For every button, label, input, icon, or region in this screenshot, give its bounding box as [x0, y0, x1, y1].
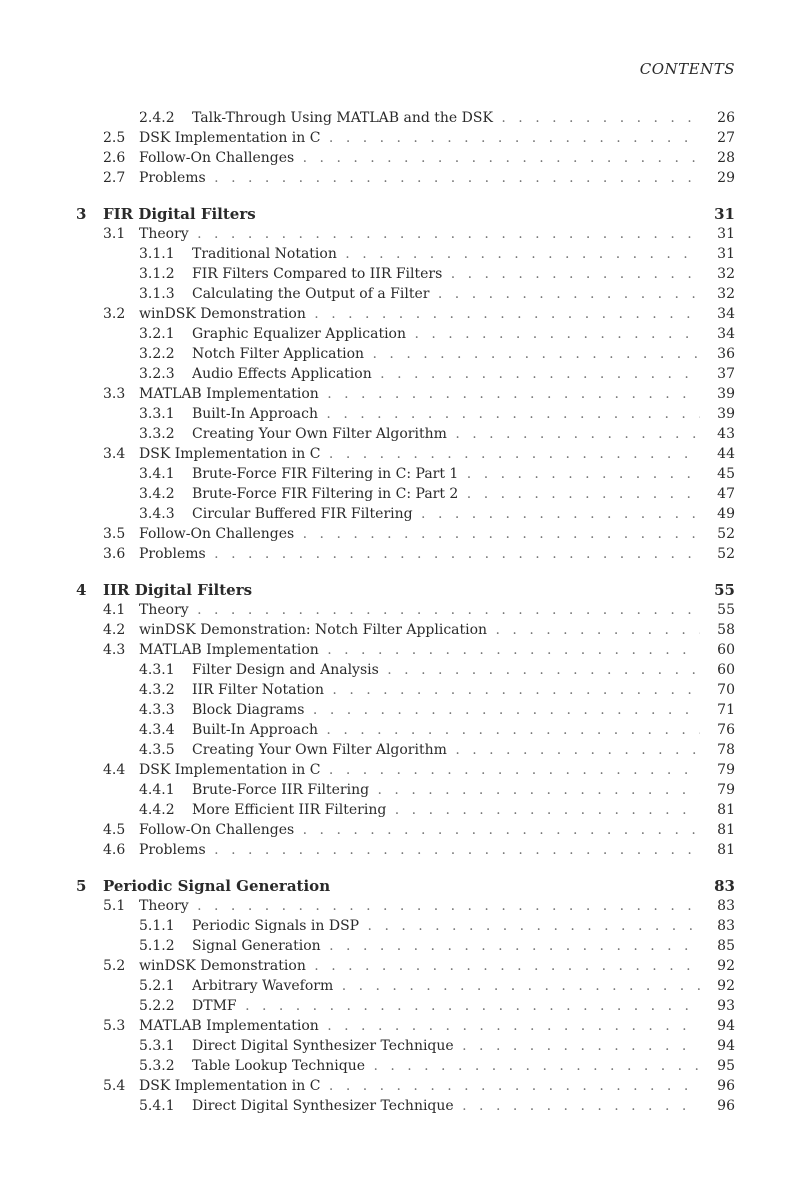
toc-entry-number: 3.2.3	[139, 366, 175, 382]
toc-entry-title: FIR Filters Compared to IIR Filters . . .	[192, 264, 700, 284]
toc-entry-number: 3.3.2	[139, 426, 175, 442]
toc-entry-title: Brute-Force IIR Filtering . . .	[192, 780, 700, 800]
toc-entry-subsection	[0, 780, 810, 800]
toc-entry-number: 5.2	[103, 958, 126, 974]
toc-entry-page: 60	[717, 662, 735, 678]
toc-entry-title: Built-In Approach . . .	[192, 404, 700, 424]
toc-entry-number: 2.5	[103, 130, 126, 146]
toc-entry-subsection	[0, 996, 810, 1016]
toc-entry-title: winDSK Demonstration . . .	[139, 956, 700, 976]
toc-entry-title: Audio Effects Application . . .	[192, 364, 700, 384]
toc-entry-title: Periodic Signals in DSP . . .	[192, 916, 700, 936]
toc-entry-number: 3.3.1	[139, 406, 175, 422]
toc-entry-section	[0, 620, 810, 640]
toc-entry-title: MATLAB Implementation . . .	[139, 1016, 700, 1036]
toc-entry-title: Follow-On Challenges . . .	[139, 820, 700, 840]
toc-entry-page: 81	[717, 842, 735, 858]
toc-entry-number: 5.1.1	[139, 918, 175, 934]
toc-entry-page: 81	[717, 822, 735, 838]
toc-entry-number: 3.4.1	[139, 466, 175, 482]
toc-entry-page: 85	[717, 938, 735, 954]
toc-entry-page: 79	[717, 762, 735, 778]
toc-entry-number: 3.6	[103, 546, 126, 562]
toc-entry-number: 3	[76, 205, 87, 223]
toc-entry-title: DSK Implementation in C . . .	[139, 444, 700, 464]
toc-entry-page: 78	[717, 742, 735, 758]
toc-entry-subsection	[0, 344, 810, 364]
toc-entry-section	[0, 896, 810, 916]
toc-entry-page: 28	[717, 150, 735, 166]
toc-entry-page: 29	[717, 170, 735, 186]
toc-entry-subsection	[0, 700, 810, 720]
toc-entry-number: 3.1.1	[139, 246, 175, 262]
toc-entry-page: 96	[717, 1098, 735, 1114]
toc-entry-page: 58	[717, 622, 735, 638]
toc-entry-number: 3.4.2	[139, 486, 175, 502]
toc-entry-subsection	[0, 976, 810, 996]
toc-entry-page: 43	[717, 426, 735, 442]
toc-entry-title: Talk-Through Using MATLAB and the DSK . . .	[192, 108, 700, 128]
toc-entry-title: Circular Buffered FIR Filtering . . .	[192, 504, 700, 524]
toc-entry-section	[0, 304, 810, 324]
toc-entry-subsection	[0, 680, 810, 700]
toc-entry-section	[0, 640, 810, 660]
toc-entry-title: Arbitrary Waveform . . .	[192, 976, 700, 996]
toc-entry-section	[0, 384, 810, 404]
toc-entry-title: IIR Digital Filters	[103, 581, 253, 599]
toc-entry-subsection	[0, 720, 810, 740]
toc-entry-number: 4.6	[103, 842, 126, 858]
toc-entry-number: 3.5	[103, 526, 126, 542]
toc-entry-number: 4.4.2	[139, 802, 175, 818]
toc-entry-title: More Efficient IIR Filtering . . .	[192, 800, 700, 820]
toc-entry-title: Notch Filter Application . . .	[192, 344, 700, 364]
toc-entry-title: Signal Generation . . .	[192, 936, 700, 956]
toc-entry-number: 5.3.2	[139, 1058, 175, 1074]
toc-entry-number: 4.3.2	[139, 682, 175, 698]
toc-entry-section	[0, 168, 810, 188]
toc-entry-title: Filter Design and Analysis . . .	[192, 660, 700, 680]
toc-entry-number: 3.3	[103, 386, 126, 402]
toc-entry-subsection	[0, 740, 810, 760]
toc-entry-title: Traditional Notation . . .	[192, 244, 700, 264]
toc-entry-page: 39	[717, 386, 735, 402]
toc-entry-section	[0, 760, 810, 780]
toc-entry-title: IIR Filter Notation . . .	[192, 680, 700, 700]
toc-entry-chapter	[0, 876, 810, 896]
toc-entry-section	[0, 1076, 810, 1096]
toc-entry-title: Problems . . .	[139, 840, 700, 860]
toc-entry-number: 4.3.1	[139, 662, 175, 678]
toc-entry-number: 2.4.2	[139, 110, 175, 126]
toc-entry-title: Brute-Force FIR Filtering in C: Part 2 . . .	[192, 484, 700, 504]
toc-entry-page: 70	[717, 682, 735, 698]
toc-entry-section	[0, 148, 810, 168]
toc-entry-subsection	[0, 464, 810, 484]
toc-entry-page: 31	[717, 246, 735, 262]
toc-entry-number: 3.1	[103, 226, 126, 242]
toc-entry-page: 27	[717, 130, 735, 146]
toc-entry-number: 3.2	[103, 306, 126, 322]
toc-entry-number: 5.2.1	[139, 978, 175, 994]
toc-entry-number: 3.1.3	[139, 286, 175, 302]
toc-entry-title: Graphic Equalizer Application . . .	[192, 324, 700, 344]
toc-entry-page: 71	[717, 702, 735, 718]
toc-entry-page: 31	[714, 205, 735, 223]
toc-entry-number: 5.1	[103, 898, 126, 914]
toc-entry-number: 4.4	[103, 762, 126, 778]
toc-entry-title: winDSK Demonstration . . .	[139, 304, 700, 324]
toc-entry-title: FIR Digital Filters	[103, 205, 256, 223]
toc-entry-subsection	[0, 916, 810, 936]
toc-entry-page: 55	[714, 581, 735, 599]
toc-entry-page: 26	[717, 110, 735, 126]
running-head: CONTENTS	[639, 60, 735, 78]
toc-entry-section	[0, 544, 810, 564]
toc-entry-page: 60	[717, 642, 735, 658]
toc-entry-number: 4.5	[103, 822, 126, 838]
toc-entry-title: DTMF . . .	[192, 996, 700, 1016]
toc-entry-subsection	[0, 1036, 810, 1056]
toc-entry-subsection	[0, 284, 810, 304]
toc-entry-number: 4.3	[103, 642, 126, 658]
toc-entry-title: Theory . . .	[139, 896, 700, 916]
toc-entry-number: 4.1	[103, 602, 126, 618]
toc-entry-number: 3.1.2	[139, 266, 175, 282]
toc-entry-title: DSK Implementation in C . . .	[139, 760, 700, 780]
toc-entry-page: 39	[717, 406, 735, 422]
toc-entry-subsection	[0, 264, 810, 284]
toc-entry-page: 92	[717, 978, 735, 994]
toc-entry-section	[0, 444, 810, 464]
toc-entry-subsection	[0, 660, 810, 680]
toc-entry-page: 37	[717, 366, 735, 382]
toc-entry-title: Table Lookup Technique . . .	[192, 1056, 700, 1076]
toc-entry-subsection	[0, 936, 810, 956]
toc-entry-subsection	[0, 504, 810, 524]
toc-entry-page: 34	[717, 326, 735, 342]
toc-entry-page: 55	[717, 602, 735, 618]
toc-entry-page: 81	[717, 802, 735, 818]
toc-entry-number: 5.4.1	[139, 1098, 175, 1114]
toc-entry-page: 52	[717, 526, 735, 542]
toc-entry-page: 47	[717, 486, 735, 502]
toc-entry-title: Built-In Approach . . .	[192, 720, 700, 740]
toc-entry-title: Periodic Signal Generation	[103, 877, 331, 895]
toc-entry-page: 76	[717, 722, 735, 738]
toc-entry-number: 4.3.4	[139, 722, 175, 738]
toc-entry-title: Theory . . .	[139, 224, 700, 244]
toc-entry-number: 4.3.3	[139, 702, 175, 718]
toc-entry-subsection	[0, 324, 810, 344]
toc-entry-page: 49	[717, 506, 735, 522]
toc-entry-number: 5.3.1	[139, 1038, 175, 1054]
toc-entry-subsection	[0, 244, 810, 264]
toc-entry-title: DSK Implementation in C . . .	[139, 1076, 700, 1096]
toc-entry-subsection	[0, 364, 810, 384]
toc-entry-subsection	[0, 484, 810, 504]
toc-entry-subsection	[0, 108, 810, 128]
toc-entry-page: 32	[717, 286, 735, 302]
toc-entry-number: 5.4	[103, 1078, 126, 1094]
toc-entry-subsection	[0, 424, 810, 444]
toc-entry-title: Direct Digital Synthesizer Technique . . .	[192, 1036, 700, 1056]
toc-entry-page: 94	[717, 1038, 735, 1054]
toc-entry-section	[0, 820, 810, 840]
toc-entry-number: 3.4	[103, 446, 126, 462]
toc-entry-title: Direct Digital Synthesizer Technique . . .	[192, 1096, 700, 1116]
toc-entry-chapter	[0, 580, 810, 600]
toc-entry-page: 45	[717, 466, 735, 482]
toc-entry-number: 4.2	[103, 622, 126, 638]
toc-entry-section	[0, 224, 810, 244]
toc-entry-subsection	[0, 404, 810, 424]
toc-entry-number: 5	[76, 877, 87, 895]
toc-entry-subsection	[0, 1096, 810, 1116]
toc-entry-number: 3.2.2	[139, 346, 175, 362]
toc-entry-title: Follow-On Challenges . . .	[139, 148, 700, 168]
toc-entry-page: 94	[717, 1018, 735, 1034]
toc-entry-number: 2.6	[103, 150, 126, 166]
toc-entry-title: Follow-On Challenges . . .	[139, 524, 700, 544]
toc-entry-page: 79	[717, 782, 735, 798]
toc-entry-section	[0, 600, 810, 620]
toc-entry-title: MATLAB Implementation . . .	[139, 640, 700, 660]
toc-entry-section	[0, 840, 810, 860]
toc-entry-number: 5.1.2	[139, 938, 175, 954]
toc-entry-page: 93	[717, 998, 735, 1014]
toc-entry-title: winDSK Demonstration: Notch Filter Application . . .	[139, 620, 700, 640]
toc-entry-page: 44	[717, 446, 735, 462]
toc-entry-page: 96	[717, 1078, 735, 1094]
toc-entry-number: 2.7	[103, 170, 126, 186]
toc-entry-number: 5.2.2	[139, 998, 175, 1014]
toc-entry-section	[0, 1016, 810, 1036]
toc-entry-title: Calculating the Output of a Filter . . .	[192, 284, 700, 304]
toc-entry-page: 32	[717, 266, 735, 282]
toc-entry-number: 3.2.1	[139, 326, 175, 342]
toc-entry-page: 83	[717, 898, 735, 914]
toc-entry-page: 92	[717, 958, 735, 974]
toc-entry-number: 4.4.1	[139, 782, 175, 798]
toc-entry-page: 52	[717, 546, 735, 562]
table-of-contents	[0, 108, 810, 1116]
toc-entry-page: 31	[717, 226, 735, 242]
toc-entry-title: Creating Your Own Filter Algorithm . . .	[192, 740, 700, 760]
toc-entry-title: Creating Your Own Filter Algorithm . . .	[192, 424, 700, 444]
toc-entry-title: Problems . . .	[139, 168, 700, 188]
toc-entry-page: 36	[717, 346, 735, 362]
toc-entry-page: 83	[714, 877, 735, 895]
toc-entry-title: Brute-Force FIR Filtering in C: Part 1 . . .	[192, 464, 700, 484]
toc-entry-chapter	[0, 204, 810, 224]
toc-entry-section	[0, 524, 810, 544]
toc-entry-number: 4	[76, 581, 87, 599]
toc-entry-number: 3.4.3	[139, 506, 175, 522]
toc-entry-title: Block Diagrams . . .	[192, 700, 700, 720]
toc-entry-title: MATLAB Implementation . . .	[139, 384, 700, 404]
toc-entry-page: 34	[717, 306, 735, 322]
toc-entry-subsection	[0, 1056, 810, 1076]
toc-entry-number: 4.3.5	[139, 742, 175, 758]
toc-entry-page: 83	[717, 918, 735, 934]
toc-entry-subsection	[0, 800, 810, 820]
toc-entry-number: 5.3	[103, 1018, 126, 1034]
toc-entry-title: Theory . . .	[139, 600, 700, 620]
toc-entry-page: 95	[717, 1058, 735, 1074]
toc-entry-section	[0, 128, 810, 148]
toc-entry-section	[0, 956, 810, 976]
toc-entry-title: Problems . . .	[139, 544, 700, 564]
toc-entry-title: DSK Implementation in C . . .	[139, 128, 700, 148]
